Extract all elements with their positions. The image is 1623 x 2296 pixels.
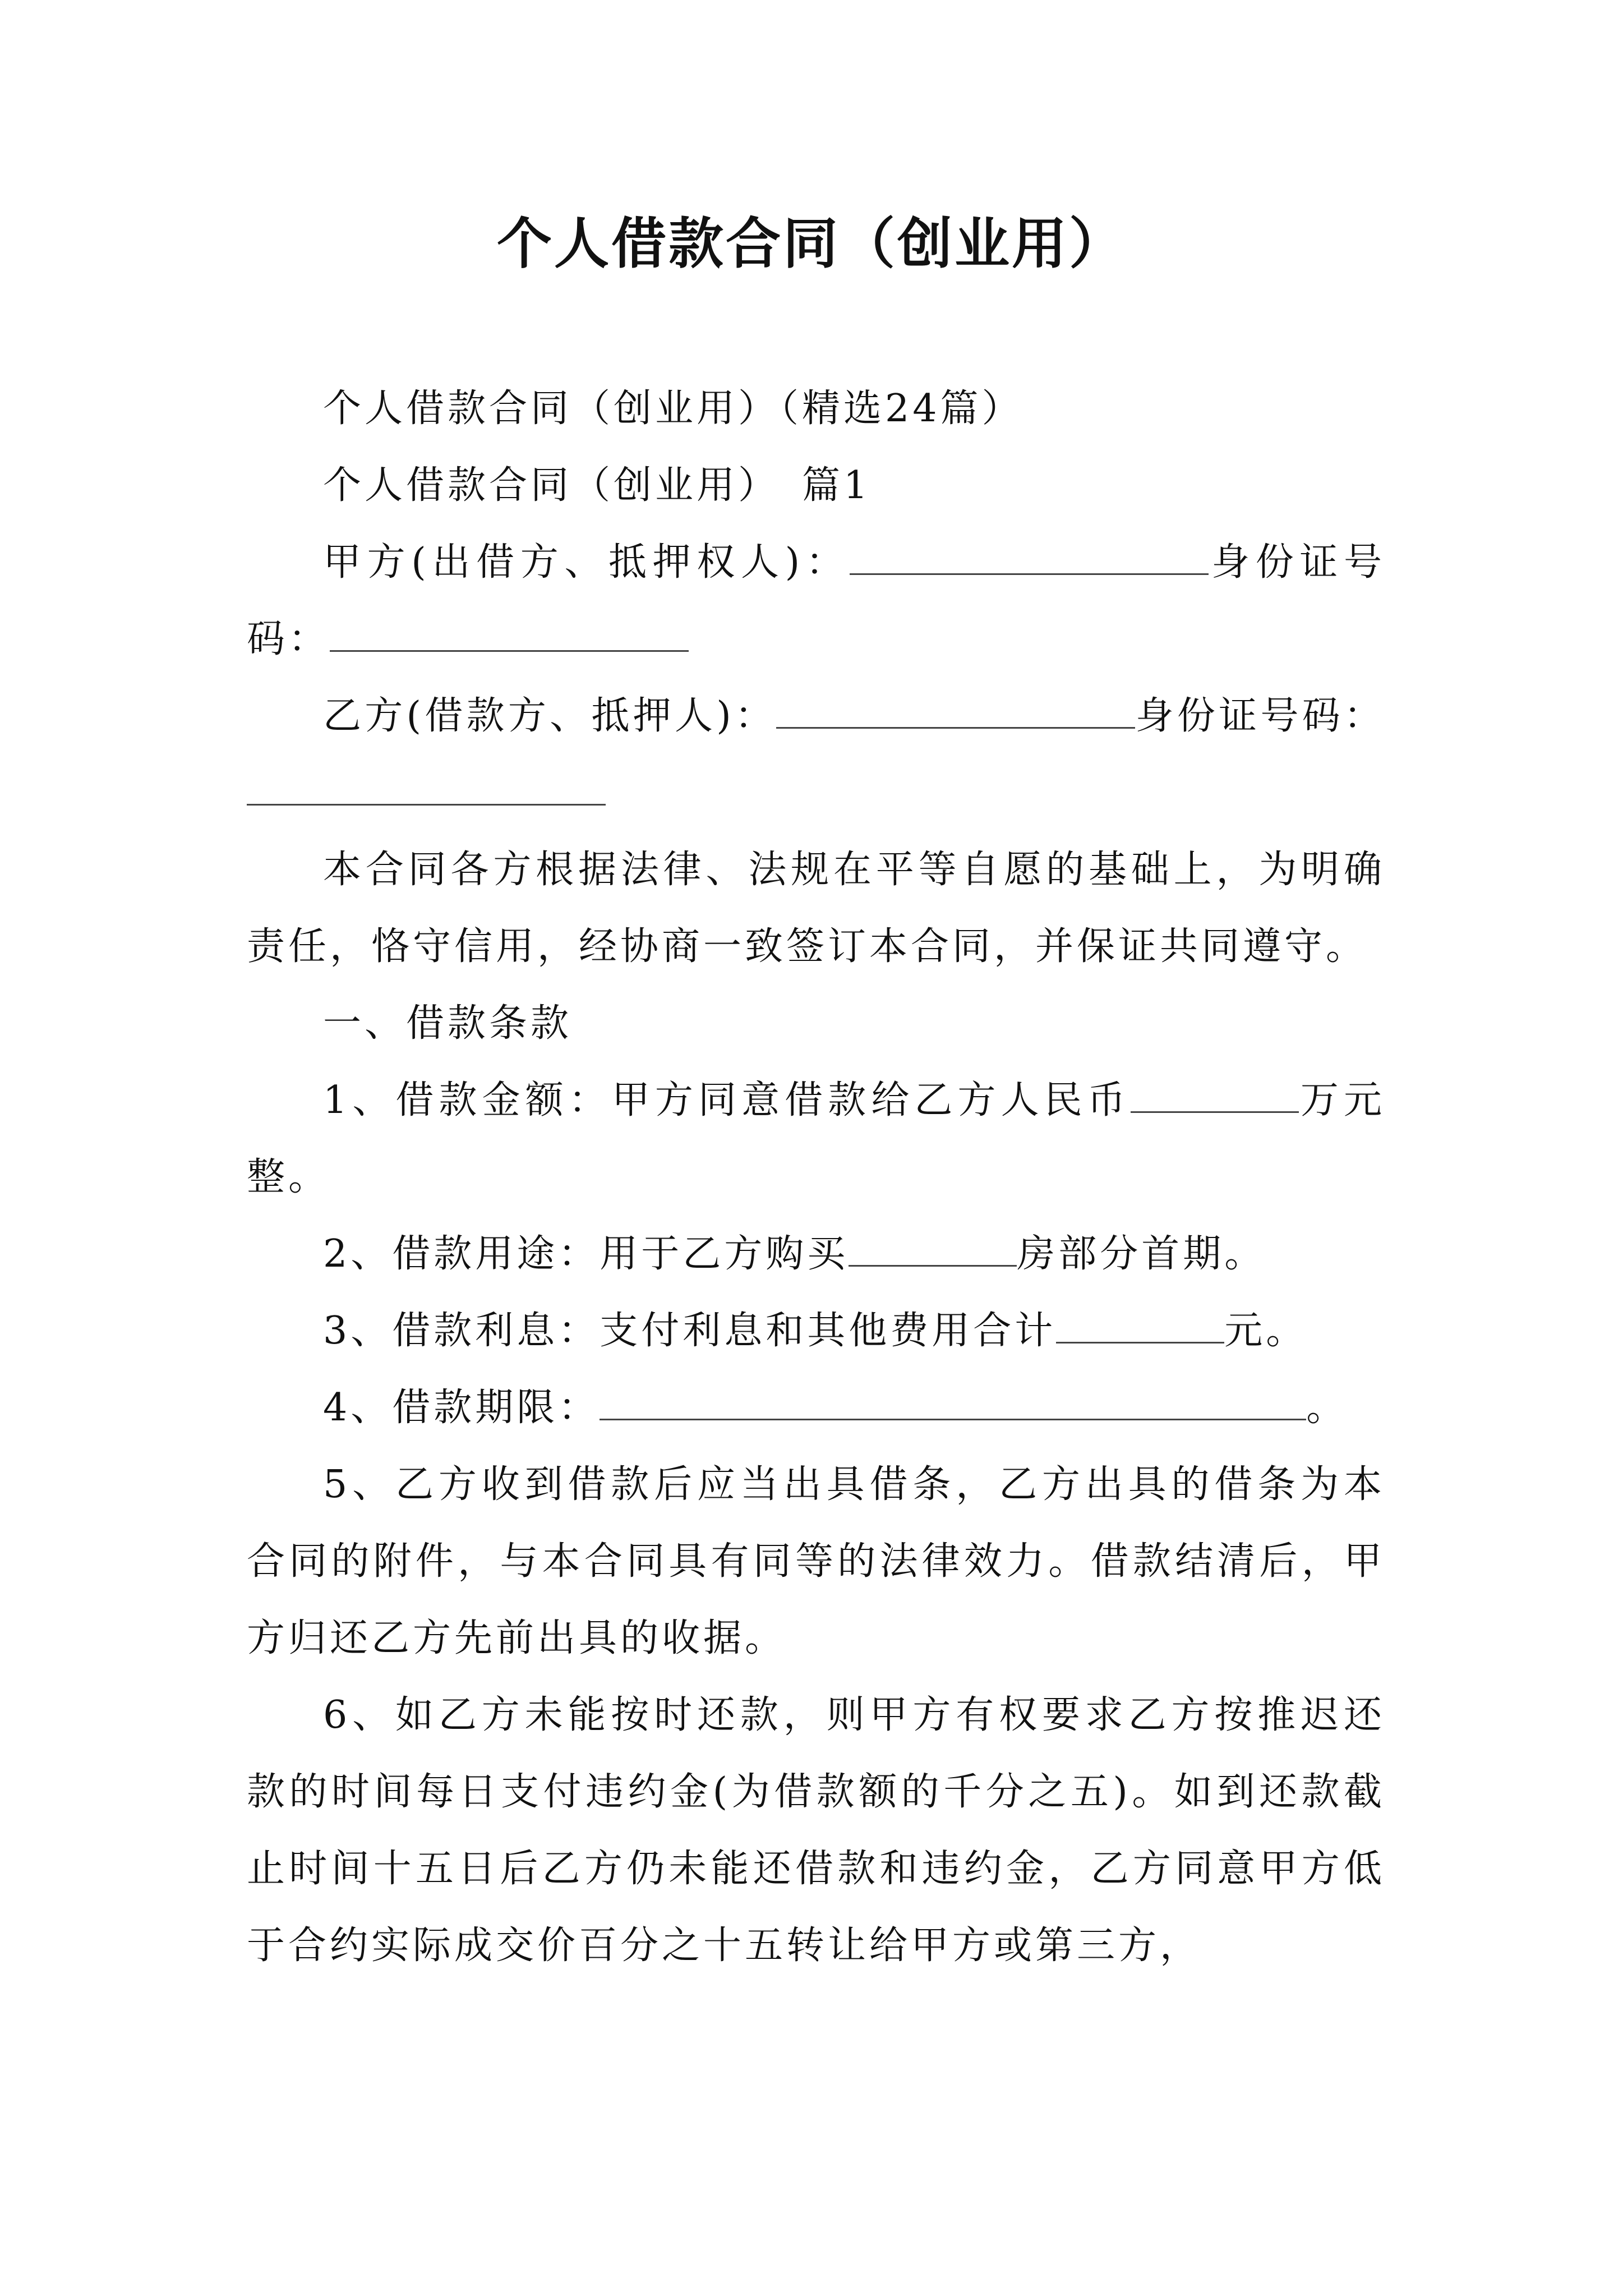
clause-4 [247,1369,1385,1446]
clause-1-text: 1、借款金额：甲方同意借款给乙方人民币 [323,1078,1131,1122]
clause-6: 6、如乙方未能按时还款，则甲方有权要求乙方按推迟还款的时间每日支付违约金(为借款额的千分之五)。如到还款截止时间十五日后乙方仍未能还借款和违约金，乙方同意甲方低于合约实际成交价百分之十五转让给甲方或第三方， [247,1693,1385,1968]
document-subtitle: 个人借款合同（创业用）（精选24篇） [323,386,1023,431]
party-b-line [247,678,1385,831]
loan-purpose-blank[interactable] [849,1228,1017,1267]
clause-5: 5、乙方收到借款后应当出具借条，乙方出具的借条为本合同的附件，与本合同具有同等的法律效力。借款结清后，甲方归还乙方先前出具的收据。 [247,1462,1385,1660]
loan-amount-blank[interactable] [1131,1074,1299,1113]
clause-3-text: 3、借款利息：支付利息和其他费用合计 [323,1309,1057,1353]
document-body [247,370,1385,1984]
clause-2 [247,1216,1385,1292]
clause-2-suffix: 房部分首期。 [1017,1232,1266,1276]
clause-1 [247,1062,1385,1216]
clause-2-text: 2、借款用途：用于乙方购买 [323,1232,849,1276]
interest-amount-blank[interactable] [1056,1305,1224,1343]
clause-3 [247,1292,1385,1369]
clause-3-suffix: 元。 [1224,1309,1308,1353]
party-b-label: 乙方(借款方、抵押人)： [323,694,777,738]
document-title: 个人借款合同（创业用） [496,211,1126,276]
party-b-id-blank[interactable] [247,767,606,806]
party-a-id-label: 身份证号码： [247,540,1385,661]
party-a-line [247,524,1385,678]
clause-heading: 一、借款条款 [323,1001,573,1046]
clause-1-suffix: 万元整。 [247,1078,1385,1199]
party-a-label: 甲方(出借方、抵押权人)： [323,540,850,585]
section-heading: 个人借款合同（创业用） 篇1 [323,463,872,508]
party-b-id-label: 身份证号码： [1135,694,1385,738]
party-a-id-blank[interactable] [330,613,689,652]
party-b-name-blank[interactable] [776,690,1135,729]
loan-term-blank[interactable] [600,1382,1306,1420]
party-a-name-blank[interactable] [850,536,1209,575]
preamble-paragraph: 本合同各方根据法律、法规在平等自愿的基础上，为明确责任，恪守信用，经协商一致签订本合同，并保证共同遵守。 [247,848,1385,969]
clause-4-text: 4、借款期限： [323,1386,600,1430]
clause-4-suffix: 。 [1306,1386,1348,1430]
